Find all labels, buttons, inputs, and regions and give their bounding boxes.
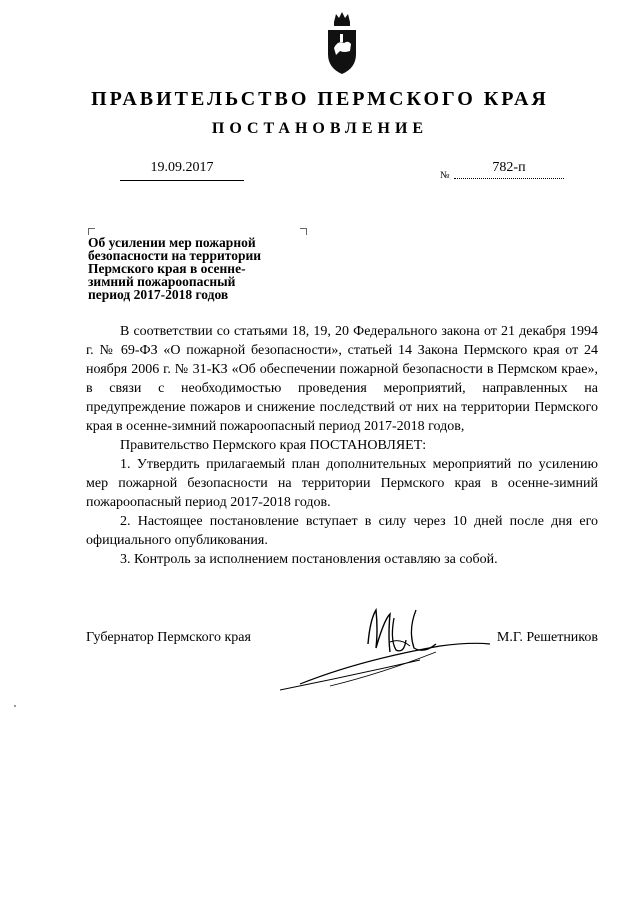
signatory-position: Губернатор Пермского края [86,630,251,645]
document-subject [88,236,288,301]
body-paragraph: В соответствии со статьями 18, 19, 20 Федерального закона от 21 декабря 1994 г. № 69-ФЗ «О пожарной безопасности», статьей 14 Закона Пермского края от 24 ноября 2006 г. № 31-КЗ «Об обеспечении пожарной безопасности в Пермском крае», в связи с необходимостью проведения мероприятий, направленных на предупреждение пожаров и снижение последствий от них на территории Пермского края в осенне-зимний пожароопасный период 2017-2018 годов, [86,324,598,434]
subject-line: период 2017-2018 годов [88,287,229,302]
signatory-name: М.Г. Решетников [496,630,598,645]
government-title: ПРАВИТЕЛЬСТВО ПЕРМСКОГО КРАЯ [91,88,549,110]
date-underline [120,180,244,181]
body-paragraph: 1. Утвердить прилагаемый план дополнительных мероприятий по усилению мер пожарной безопасности на территории Пермского края в осенне-зимний пожароопасный период 2017-2018 годов. [86,457,598,510]
coat-of-arms-icon [324,10,360,76]
subject-line: безопасности на территории [88,248,262,263]
number-underline [454,178,564,179]
document-type: ПОСТАНОВЛЕНИЕ [211,120,429,137]
document-body [86,322,598,569]
subject-line: Об усилении мер пожарной [88,235,256,250]
body-paragraph: Правительство Пермского края ПОСТАНОВЛЯЕТ: [120,438,427,453]
subject-line: Пермского края в осенне- [88,261,246,276]
document-date: 19.09.2017 [150,160,214,175]
scan-mark [14,705,16,707]
subject-corner-mark [88,228,95,235]
body-paragraph: 2. Настоящее постановление вступает в силу через 10 дней после дня его официального опубликования. [86,514,598,548]
subject-line: зимний пожароопасный [88,274,236,289]
document-number: 782-п [492,160,526,175]
number-sign: № [440,170,450,181]
handwritten-signature [240,590,500,700]
subject-corner-mark [300,228,307,235]
body-paragraph: 3. Контроль за исполнением постановления оставляю за собой. [120,552,498,567]
